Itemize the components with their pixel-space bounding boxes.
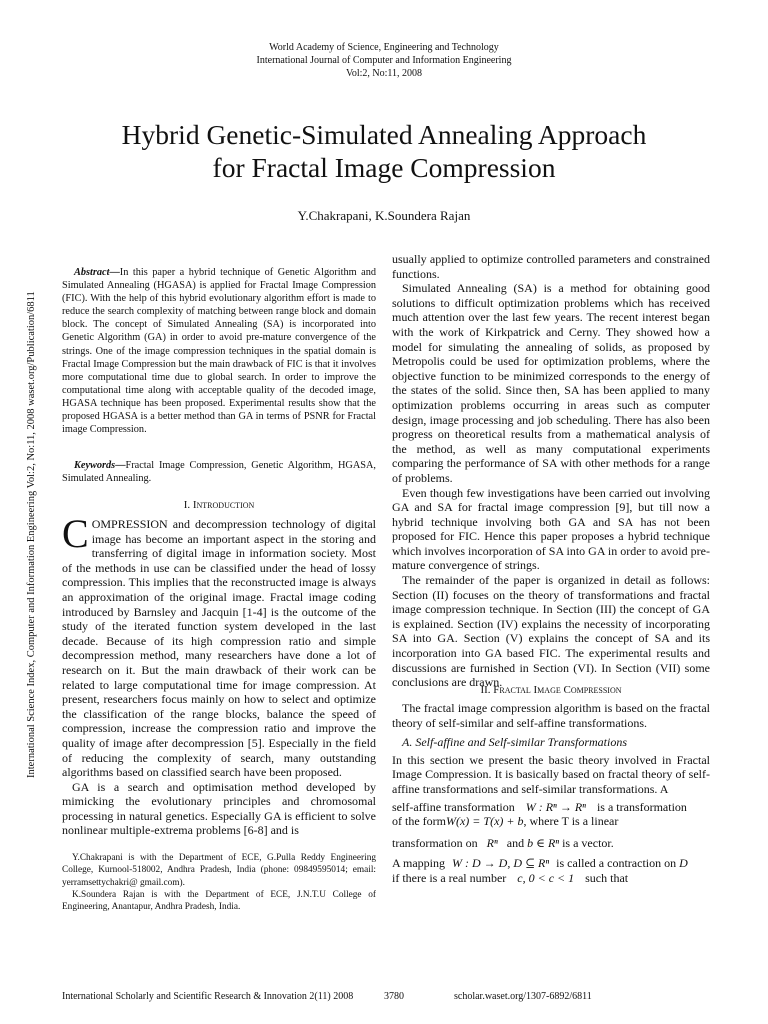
subsection-heading-a: A. Self-affine and Self-similar Transformations — [402, 735, 628, 750]
math-line-1 — [392, 800, 710, 815]
header-line-3: Vol:2, No:11, 2008 — [345, 68, 423, 79]
math-line-1-text-a: self-affine transformation — [392, 799, 515, 814]
footnote-2: K.Soundera Rajan is with the Department of ECE, J.N.T.U College of Engineering, Anantapur, Andhra Pradesh, India. — [62, 889, 376, 913]
math-line-5-text-b: such that — [585, 870, 629, 885]
right-paragraph-2: Even though few investigations have been carried out involving GA and SA for fractal image compression [9], but till now a hybrid technique involving both GA and SA has not been proposed for FIC. Hence this paper proposes a hybrid technique which involves incorporation of SA into GA in order to avoid pre-mature convergence of strings. — [392, 485, 710, 573]
math-line-4-text-b: is called a contraction on — [556, 856, 677, 871]
keywords-dash: — — [115, 460, 126, 471]
intro-paragraph-2: GA is a search and optimisation method developed by mimicking the evolutionary principles and chromosomal processing in natural genetics. Especially GA is efficient to solve nonlinear multiple-extrema problems [6-8] and is — [62, 779, 376, 838]
header-line-2: International Journal of Computer and Information Engineering — [256, 55, 512, 66]
math-expr-7: c, 0 < c < 1 — [517, 870, 575, 885]
footer-url[interactable]: scholar.waset.org/1307-6892/6811 — [454, 991, 592, 1002]
math-line-3-text-b: and — [506, 835, 525, 850]
page-footer — [62, 991, 712, 1002]
drop-cap: C — [62, 511, 89, 556]
right-paragraph-5: In this section we present the basic theory involved in Fractal Image Compression. It is basically based on fractal theory of self-affine transformations and self-similar transformations. A — [392, 752, 710, 796]
intro-paragraph-1 — [62, 511, 376, 780]
math-line-3-text-a: transformation on — [392, 835, 478, 850]
right-paragraph-4: The fractal image compression algorithm is based on the fractal theory of self-similar and self-affine transformations. — [392, 701, 710, 730]
title-line-2: for Fractal Image Compression — [212, 152, 556, 183]
abstract-text: In this paper a hybrid technique of Genetic Algorithm and Simulated Annealing (HGASA) is applied for Fractal Image Compression (FIC). With the help of this hybrid evolutionary algorithm effort is made to reduce the search complexity of matching between range block and domain block. The concept of Simulated Annealing (SA) is incorporated into Genetic Algorithm (GA) in order to avoid pre-mature convergence of the strings. One of the image compression techniques in the spatial domain is Fractal Image Compression but the main drawback of FIC is that it involves more computational time due to global search. In order to improve the computational time along with acceptable quality of the decoded image, HGASA technique has been proposed. Experimental results show that the proposed HGASA is a better method than GA in terms of PSNR for Fractal image Compression. — [62, 267, 376, 436]
footnotes — [62, 852, 376, 913]
math-line-3 — [392, 836, 710, 851]
section-2-body — [392, 701, 710, 886]
page-number: 3780 — [384, 991, 404, 1002]
right-paragraph-1: Simulated Annealing (SA) is a method for obtaining good solutions to difficult optimization problems which has received much attention over the last few years. The recent interest began with the work of Kirkpatrick and Cerny. They showed how a model for simulating the annealing of solids, as proposed by Metropolis could be used for optimization problems, where the objective function to be minimized corresponds to the energy of the states of the solid. Since then, SA has been applied to many optimization problems occurring in areas such as computer design, image processing and job scheduling. There has also been progress on theoretical results from a mathematical analysis of the method, as well as many computational experiments comparing the performance of SA with other methods for a range of problems. — [392, 281, 710, 485]
right-column-body — [392, 252, 710, 690]
math-line-2 — [392, 814, 710, 829]
math-expr-2: W(x) = T(x) + b — [445, 814, 524, 829]
keywords — [62, 459, 376, 485]
math-line-5-text-a: if there is a real number — [392, 870, 507, 885]
right-paragraph-3: The remainder of the paper is organized in detail as follows: Section (II) focuses on the theory of transformations and fractal image compression technique. In Section (III) the concept of GA is explained. Section (IV) explains the necessity of incorporating SA into GA. Section (V) explains the concept of SA and its incorporation into GA based FIC. The experimental results and discussions are furnished in Section (VI). In Section (VII) some conclusions are drawn. — [392, 573, 710, 690]
sidebar-citation: International Science Index, Computer and Information Engineering Vol:2, No:11, 2008 waset.org/Publication/6811 — [26, 291, 37, 778]
paper-title — [0, 118, 768, 184]
journal-header — [0, 41, 768, 80]
title-line-1: Hybrid Genetic-Simulated Annealing Approach — [121, 119, 647, 150]
footer-left: International Scholarly and Scientific Research & Innovation 2(11) 2008 — [62, 991, 354, 1002]
header-line-1: World Academy of Science, Engineering and Technology — [269, 42, 499, 53]
keywords-text: Fractal Image Compression, Genetic Algorithm, HGASA, Simulated Annealing. — [62, 460, 376, 485]
section-heading-fractal: II. Fractal Image Compression — [480, 684, 622, 696]
math-expr-1: W : Rⁿ → Rⁿ — [525, 799, 586, 814]
introduction-body — [62, 511, 376, 838]
math-expr-4: b ∈ Rⁿ — [527, 835, 560, 850]
math-line-2-text-b: , where T is a linear — [523, 814, 619, 829]
right-paragraph-0: usually applied to optimize controlled parameters and constrained functions. — [392, 252, 710, 281]
math-line-3-text-c: is a vector. — [562, 835, 614, 850]
keywords-label: Keywords — [74, 460, 116, 471]
math-expr-6: D — [679, 856, 688, 871]
math-line-4-text-a: A mapping — [392, 856, 445, 871]
abstract-label: Abstract — [74, 267, 110, 278]
abstract-dash: — — [109, 267, 120, 278]
intro-p1-text: OMPRESSION and decompression technology of digital image has become an important aspect in the storing and transferring of digital image in information society. Most of the methods in use can be classified under the head of lossy compression. This implies that the reconstructed image is always an approximation of the original image. Fractal image coding introduced by Barnsley and Jacquin [1-4] is the outcome of the study of the iterated function system developed in the last decade. Because of its high compression ratio and simple decompression method, many researchers have done a lot of research on it. But the main drawback of their work can be related to large computational time for image compression. At present, researchers focus mainly on how to select and optimize the classification of the range blocks, balance the speed of compression, increase the compression ratio and improve the quality of image after decompression [5]. Especially in the field of reducing the complexity of search, many outstanding algorithms based on classified search have been proposed. — [62, 517, 376, 780]
footnote-1: Y.Chakrapani is with the Department of ECE, G.Pulla Reddy Engineering College, Kurnool-518002, Andhra Pradesh, India (phone: 09849595014; email: yerramsettychakri@ gmail.com). — [62, 853, 376, 888]
math-line-4 — [392, 856, 710, 871]
math-expr-3: Rⁿ — [486, 835, 498, 850]
math-line-2-text-a: of the form — [392, 814, 446, 829]
math-line-1-text-b: is a transformation — [596, 799, 687, 814]
section-heading-introduction: I. Introduction — [183, 499, 255, 511]
authors: Y.Chakrapani, K.Soundera Rajan — [297, 208, 471, 223]
math-line-5 — [392, 871, 710, 886]
math-expr-5: W : D → D, D ⊆ Rⁿ — [452, 856, 550, 871]
abstract — [62, 266, 376, 436]
